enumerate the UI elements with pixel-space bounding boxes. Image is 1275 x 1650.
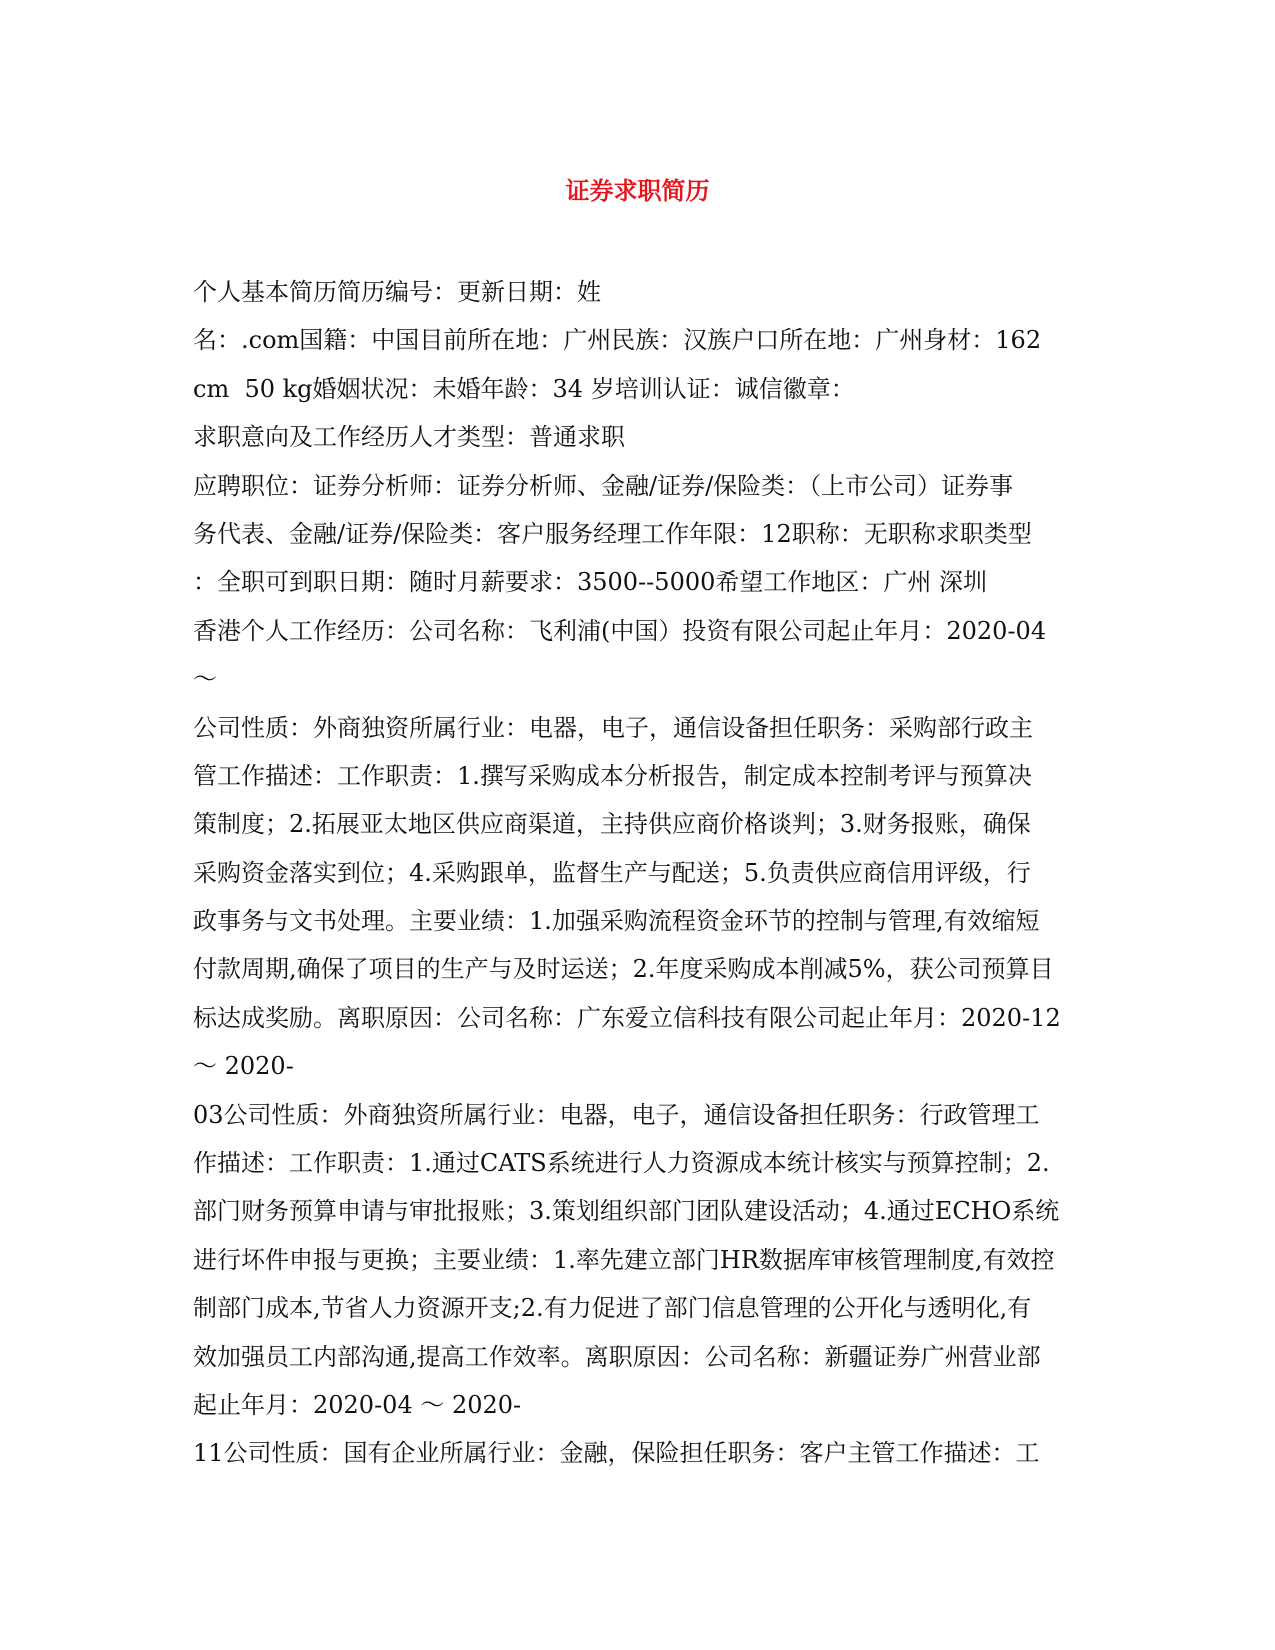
document-body bbox=[193, 268, 1083, 1478]
body-line: 香港个人工作经历：公司名称：飞利浦(中国）投资有限公司起止年月：2020-04 bbox=[193, 616, 1047, 645]
body-line: 效加强员工内部沟通,提高工作效率。离职原因：公司名称：新疆证券广州营业部 bbox=[193, 1342, 1041, 1371]
body-line: 管工作描述：工作职责：1.撰写采购成本分析报告，制定成本控制考评与预算决 bbox=[193, 761, 1032, 790]
body-line: ：全职可到职日期：随时月薪要求：3500--5000希望工作地区：广州 深圳 bbox=[193, 568, 988, 597]
body-line: 进行坏件申报与更换；主要业绩：1.率先建立部门HR数据库审核管理制度,有效控 bbox=[193, 1245, 1055, 1274]
body-line: 03公司性质：外商独资所属行业：电器，电子，通信设备担任职务：行政管理工 bbox=[193, 1100, 1040, 1129]
body-line: 应聘职位：证券分析师：证券分析师、金融/证券/保险类：（上市公司）证券事 bbox=[193, 471, 1014, 500]
body-line: 采购资金落实到位；4.采购跟单，监督生产与配送；5.负责供应商信用评级，行 bbox=[193, 858, 1031, 887]
body-line: 起止年月：2020-04 ～ 2020- bbox=[193, 1390, 522, 1419]
body-line: 个人基本简历简历编号：更新日期：姓 bbox=[193, 278, 601, 306]
body-line: 标达成奖励。离职原因：公司名称：广东爱立信科技有限公司起止年月：2020-12 bbox=[193, 1003, 1061, 1032]
body-line: 名：.com国籍：中国目前所在地：广州民族：汉族户口所在地：广州身材：162 bbox=[193, 326, 1042, 355]
body-line: 政事务与文书处理。主要业绩：1.加强采购流程资金环节的控制与管理,有效缩短 bbox=[193, 907, 1040, 936]
body-line: 策制度；2.拓展亚太地区供应商渠道，主持供应商价格谈判；3.财务报账，确保 bbox=[193, 810, 1031, 839]
body-line: ～ 2020- bbox=[193, 1052, 294, 1081]
body-line: 求职意向及工作经历人才类型：普通求职 bbox=[193, 423, 625, 452]
body-line: 付款周期,确保了项目的生产与及时运送；2.年度采购成本削减5%，获公司预算目 bbox=[193, 955, 1054, 984]
body-line: cm 50 kg婚姻状况：未婚年龄：34 岁培训认证：诚信徽章： bbox=[193, 374, 855, 403]
body-line: 公司性质：外商独资所属行业：电器，电子，通信设备担任职务：采购部行政主 bbox=[193, 713, 1033, 742]
body-line: 制部门成本,节省人力资源开支;2.有力促进了部门信息管理的公开化与透明化,有 bbox=[193, 1294, 1032, 1323]
document-title: 证券求职简历 bbox=[565, 176, 710, 205]
body-line: 务代表、金融/证券/保险类：客户服务经理工作年限：12职称：无职称求职类型 bbox=[193, 519, 1032, 548]
body-line: 作描述：工作职责：1.通过CATS系统进行人力资源成本统计核实与预算控制；2. bbox=[193, 1149, 1050, 1178]
body-line: ～ bbox=[193, 665, 217, 694]
body-line: 部门财务预算申请与审批报账；3.策划组织部门团队建设活动；4.通过ECHO系统 bbox=[193, 1197, 1060, 1226]
body-line: 11公司性质：国有企业所属行业：金融，保险担任职务：客户主管工作描述：工 bbox=[193, 1439, 1040, 1468]
